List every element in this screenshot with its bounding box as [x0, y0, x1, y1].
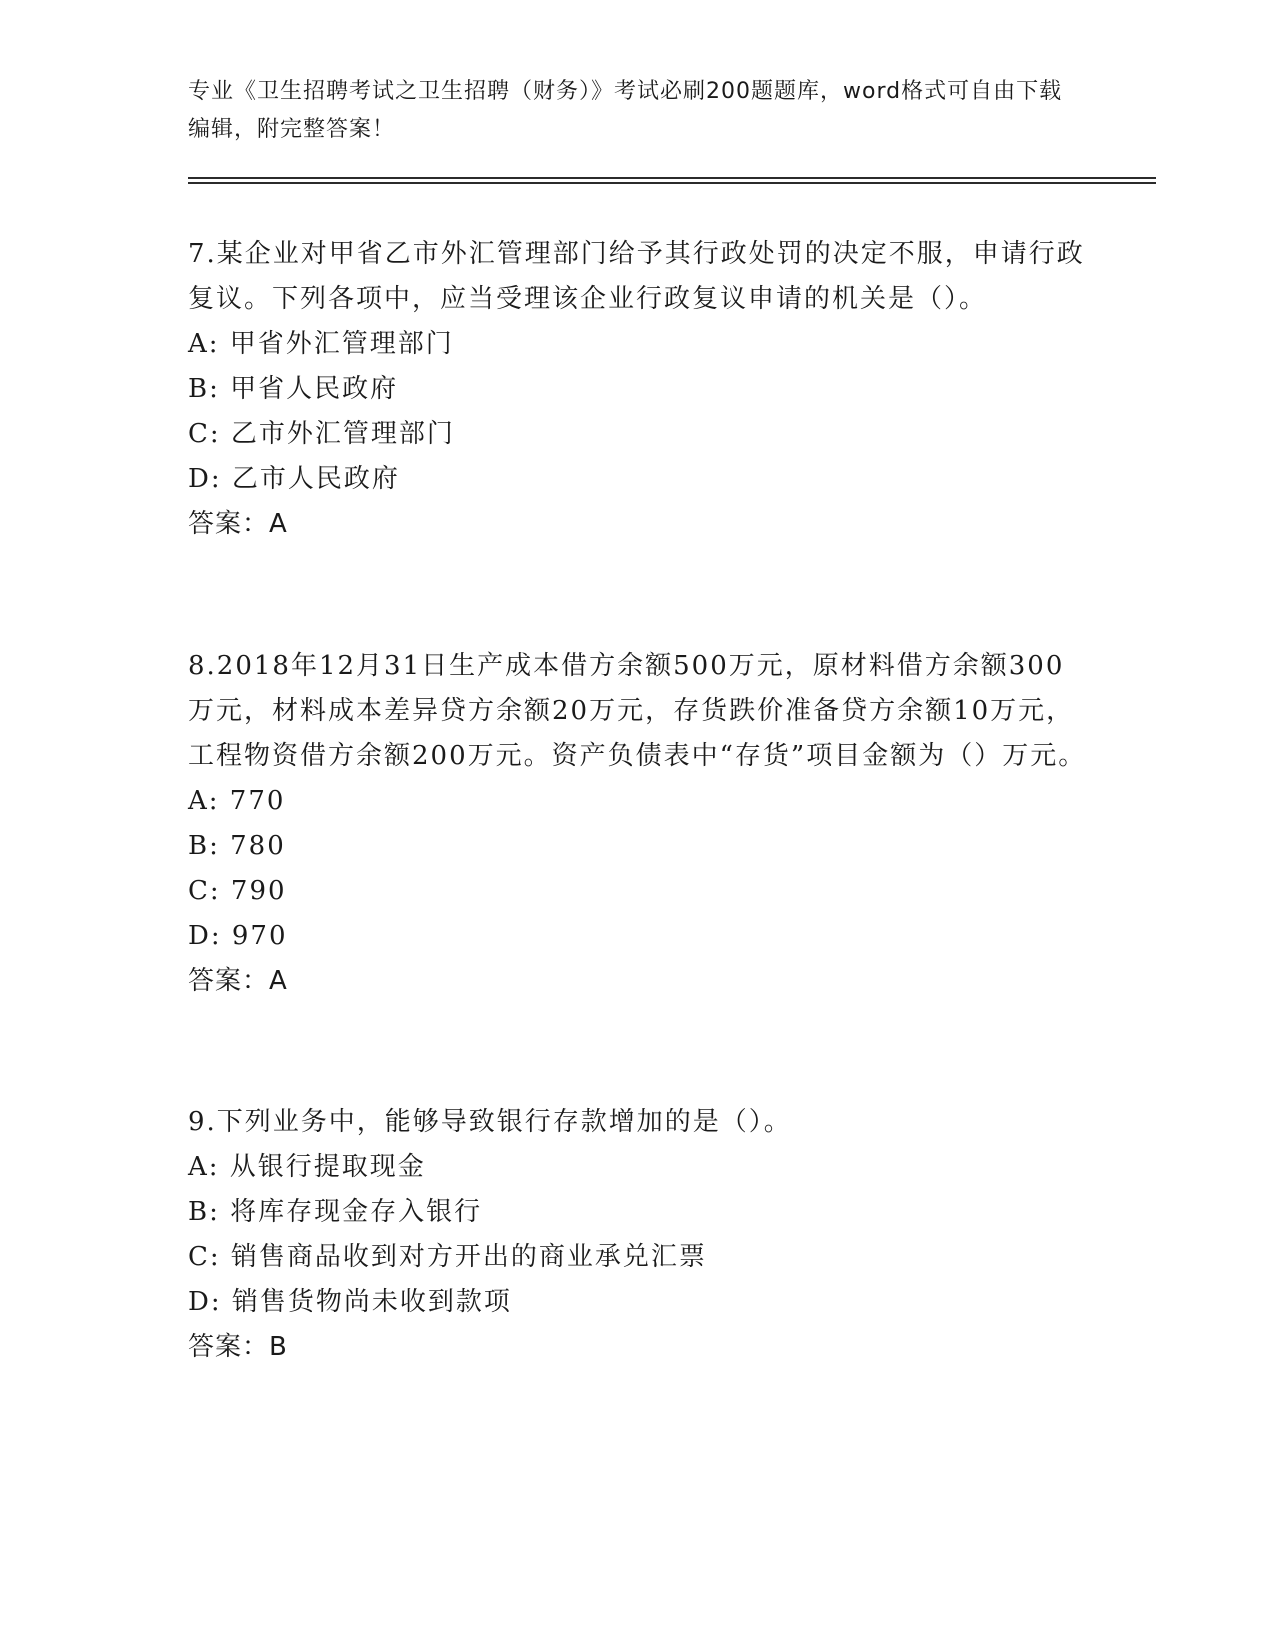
- option-c: C: 790: [188, 876, 287, 906]
- answer-label: 答案：A: [188, 966, 288, 996]
- option-b: B: 780: [188, 831, 286, 861]
- option-b: B: 甲省人民政府: [188, 374, 399, 404]
- option-a: A: 从银行提取现金: [188, 1152, 426, 1182]
- question-text: 7.某企业对甲省乙市外汇管理部门给予其行政处罚的决定不服，申请行政复议。下列各项中，应当受理该企业行政复议申请的机关是（）。: [188, 239, 1085, 314]
- option-a: A: 770: [188, 786, 286, 816]
- document-header: 专业《卫生招聘考试之卫生招聘（财务）》考试必刷200题题库，word格式可自由下载编辑，附完整答案！: [188, 79, 1063, 142]
- question-8: [188, 644, 1088, 1004]
- question-text: 8.2018年12月31日生产成本借方余额500万元，原材料借方余额300万元，材料成本差异贷方余额20万元，存货跌价准备贷方余额10万元，工程物资借方余额200万元。资产负债表中“存货”项目金额为（）万元。: [188, 651, 1087, 771]
- option-c: C: 销售商品收到对方开出的商业承兑汇票: [188, 1242, 707, 1272]
- answer-label: 答案：B: [188, 1332, 288, 1362]
- answer-label: 答案：A: [188, 509, 288, 539]
- header-divider-top: [188, 177, 1156, 179]
- option-c: C: 乙市外汇管理部门: [188, 419, 455, 449]
- option-d: D: 销售货物尚未收到款项: [188, 1287, 512, 1317]
- option-a: A: 甲省外汇管理部门: [188, 329, 454, 359]
- option-d: D: 乙市人民政府: [188, 464, 400, 494]
- option-d: D: 970: [188, 921, 288, 951]
- question-9: [188, 1100, 1088, 1370]
- header-divider-bottom: [188, 182, 1156, 184]
- option-b: B: 将库存现金存入银行: [188, 1197, 483, 1227]
- question-text: 9.下列业务中，能够导致银行存款增加的是（）。: [188, 1107, 792, 1137]
- question-7: [188, 232, 1088, 547]
